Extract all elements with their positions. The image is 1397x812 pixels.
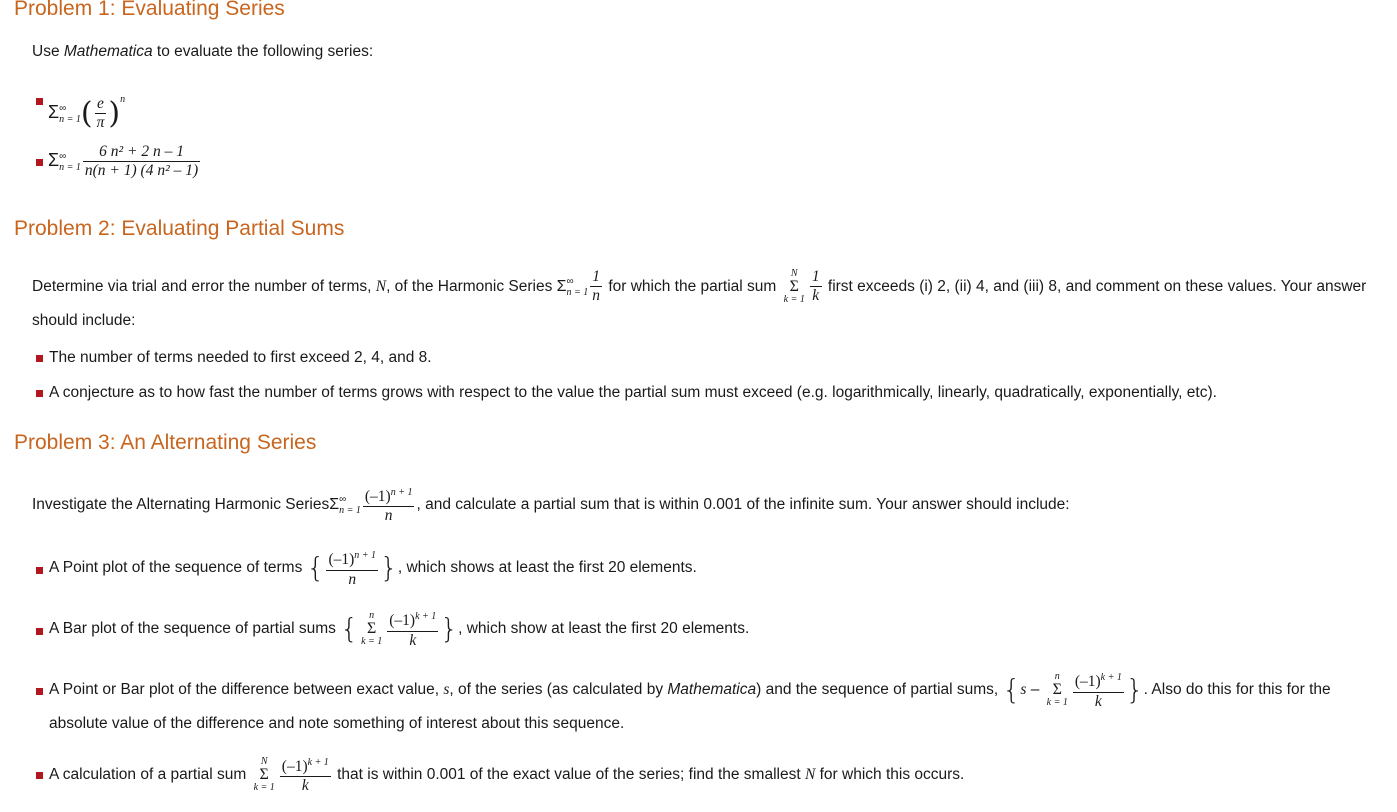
- statement-text: Determine via trial and error the number of terms,: [32, 278, 376, 295]
- bullet-icon: [36, 159, 43, 166]
- series-2-numerator: 6 n² + 2 n – 1: [83, 143, 200, 162]
- paren-right: ): [108, 95, 121, 131]
- problem-2-statement-line2: should include:: [32, 312, 136, 329]
- n-variable: N: [375, 278, 387, 295]
- series-2: Σ ∞ n = 1 $\frac{\text{6 n² + 2 n – 1}}{\text{n(n + 1) (4 n² – 1)}}$: [48, 143, 199, 180]
- problem-3-intro: Investigate the Alternating Harmonic SeriesΣ ∞ n = 1 $\frac{(-1)^{n + 1}}{n}$ , and calculate a partial sum that is within 0.001 of the infinite sum. Your answer should include:: [32, 481, 1070, 529]
- problem-3-heading: Problem 3: An Alternating Series: [14, 431, 317, 454]
- sigma-icon: Σ: [556, 278, 567, 295]
- list-item: A Bar plot of the sequence of partial sums { n Σ k = 1 $\frac{(-1)^{k + 1}}{k}$ }, which show at least the first 20 elements.: [49, 610, 750, 649]
- sigma-icon: Σ: [48, 150, 60, 170]
- series-2-limit: n = 1: [59, 161, 81, 173]
- bullet-icon: [36, 688, 43, 695]
- list-item: A Point plot of the sequence of terms { $\frac{(-1)^{n + 1}}{n}$ }, which shows at least the first 20 elements.: [49, 546, 697, 590]
- intro-text: Use: [32, 43, 64, 60]
- problem-1-heading: Problem 1: Evaluating Series: [14, 0, 285, 20]
- bullet-icon: [36, 355, 43, 362]
- paren-left: (: [80, 95, 93, 131]
- bullet-icon: [36, 98, 43, 105]
- problem-2-heading: Problem 2: Evaluating Partial Sums: [14, 217, 345, 240]
- list-item-continuation: absolute value of the difference and note something of interest about this sequence.: [49, 715, 625, 732]
- bullet-icon: [36, 772, 43, 779]
- series-2-denominator: n(n + 1) (4 n² – 1): [84, 162, 199, 180]
- mathematica-emphasis: Mathematica: [63, 43, 153, 60]
- bullet-icon: [36, 567, 43, 574]
- intro-text-end: to evaluate the following series:: [152, 43, 374, 60]
- series-1: Σ ∞ n = 1 ( $\frac{e}{\pi}$ )$^n$: [48, 94, 126, 132]
- series-1-limit: n = 1: [59, 113, 81, 125]
- list-item: A Point or Bar plot of the difference between exact value, s, of the series (as calculated by Mathematica) and the sequence of partial sums, {s – n Σ k = 1 $\frac{(-1)^{k + 1}}{k}$ }. Also do this for this for the: [49, 671, 1331, 710]
- list-item: The number of terms needed to first exceed 2, 4, and 8.: [49, 349, 432, 366]
- statement-text: for which the partial sum: [604, 278, 781, 295]
- intro-text: Investigate the Alternating Harmonic Series: [32, 496, 330, 513]
- series-1-numerator: e: [95, 95, 107, 114]
- series-1-denominator: π: [96, 114, 105, 132]
- bullet-icon: [36, 390, 43, 397]
- problem-2-statement: Determine via trial and error the number of terms, N, of the Harmonic Series Σ ∞ n = 1 $\frac{1}{n}$ for which the partial sum N Σ k = 1 $\frac{1}{k}$ first exceeds (i) 2, (ii) 4, and (iii) 8, and comment on these values. Your answer: [32, 267, 1367, 305]
- sigma-icon: Σ: [329, 496, 340, 513]
- series-2-fraction: [83, 143, 200, 180]
- partial-sum-symbol: N Σ k = 1: [783, 267, 805, 305]
- list-item: A conjecture as to how fast the number of terms grows with respect to the value the partial sum must exceed (e.g. logarithmically, linearly, quadratically, exponentially, etc).: [49, 384, 1217, 401]
- list-item: A calculation of a partial sum N Σ k = 1 $\frac{(-1)^{k + 1}}{k}$ that is within 0.001 of the exact value of the series; find the smallest N for which this occurs.: [49, 755, 965, 795]
- series-1-exponent: n: [120, 94, 126, 105]
- statement-text: first exceeds (i) 2, (ii) 4, and (iii) 8, and comment on these values. Your answer: [823, 278, 1367, 295]
- intro-text: , and calculate a partial sum that is within 0.001 of the infinite sum. Your answer should include:: [416, 496, 1070, 513]
- sigma-icon: Σ: [48, 102, 60, 122]
- problem-1-intro: [32, 42, 373, 62]
- series-1-fraction: [95, 95, 107, 132]
- bullet-icon: [36, 628, 43, 635]
- statement-text: , of the Harmonic Series: [386, 278, 557, 295]
